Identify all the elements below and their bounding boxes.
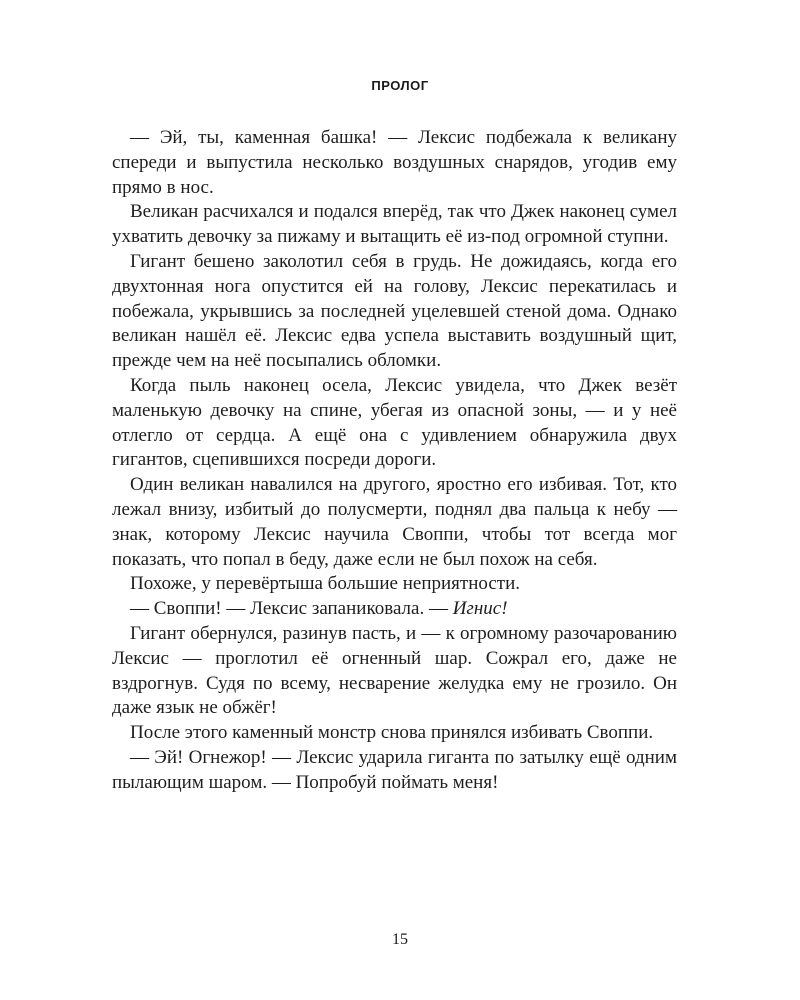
paragraph: После этого каменный монстр снова принялся избивать Своппи. <box>130 722 654 744</box>
paragraph-dialog <box>112 597 677 622</box>
body-text <box>112 126 677 796</box>
paragraph: — Эй, ты, каменная башка! — Лексис подбежала к великану спереди и выпустила несколько воздушных снарядов, угодив ему прямо в нос. <box>112 127 677 198</box>
spell-word: Игнис! <box>452 598 508 620</box>
paragraph: Один великан навалился на другого, яростно его избивая. Тот, кто лежал внизу, избитый до полусмерти, поднял два пальца к небу — знак, которому Лексис научила Своппи, чтобы тот всегда мог показать, что попал в беду, даже если не был похож на себя. <box>112 474 677 570</box>
dialog-prefix: — Своппи! — Лексис запаниковала. — <box>130 598 453 620</box>
chapter-title: ПРОЛОГ <box>371 78 429 93</box>
paragraph: Великан расчихался и подался вперёд, так что Джек наконец сумел ухватить девочку за пижаму и вытащить её из-под огромной ступни. <box>112 201 677 248</box>
paragraph: Гигант бешено заколотил себя в грудь. Не дожидаясь, когда его двухтонная нога опустится ей на голову, Лексис перекатилась и побежала, укрывшись за последней уцелевшей стеной дома. Однако великан нашёл её. Лексис едва успела выставить воздушный щит, прежде чем на неё посыпались обломки. <box>112 250 677 372</box>
paragraph: — Эй! Огнежор! — Лексис ударила гиганта по затылку ещё одним пылающим шаром. — Попробуй поймать меня! <box>112 746 677 793</box>
paragraph: Когда пыль наконец осела, Лексис увидела, что Джек везёт маленькую девочку на спине, убегая из опасной зоны, — и у неё отлегло от сердца. А ещё она с удивлением обнаружила двух гигантов, сцепившихся посреди дороги. <box>112 374 677 471</box>
page-number: 15 <box>392 931 408 948</box>
paragraph: Похоже, у перевёртыша большие неприятности. <box>130 573 521 595</box>
paragraph: Гигант обернулся, разинув пасть, и — к огромному разочарованию Лексис — проглотил её огненный шар. Сожрал его, даже не вздрогнув. Судя по всему, несварение желудка ему не грозило. Он даже язык не обжёг! <box>112 622 677 719</box>
